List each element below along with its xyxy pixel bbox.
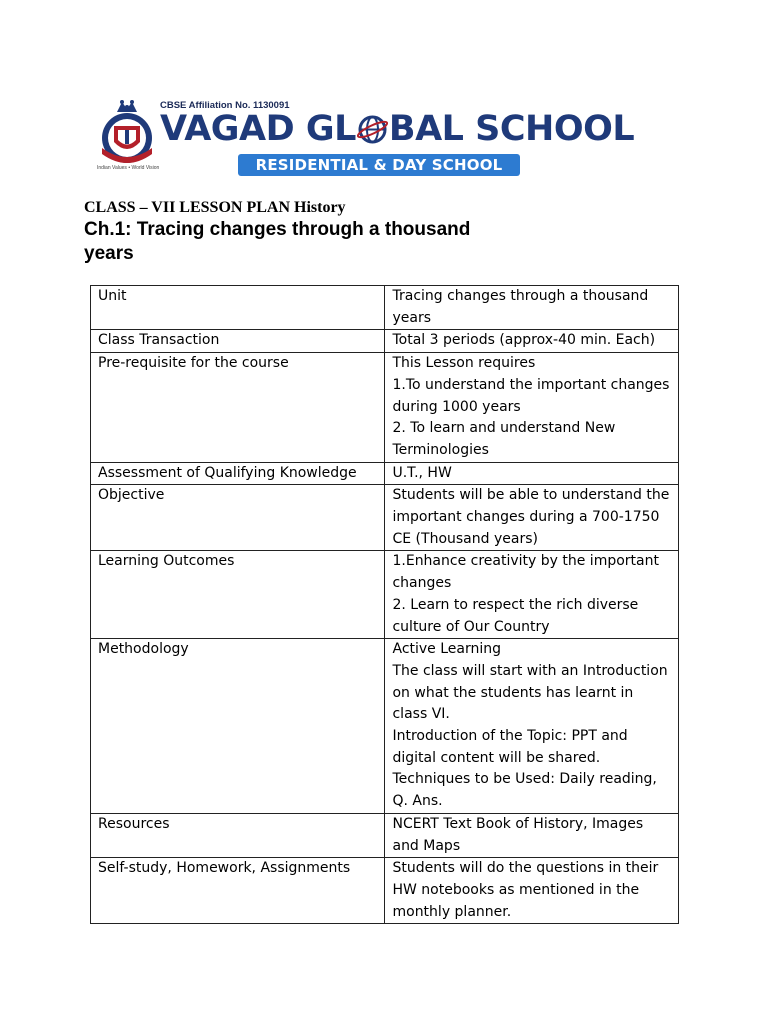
school-header	[96, 96, 676, 186]
school-subtitle-banner	[238, 154, 520, 176]
row-value	[385, 330, 679, 353]
school-name-part1: VAGAD GL	[160, 109, 356, 149]
row-value	[385, 858, 679, 924]
value-line: 1.Enhance creativity by the important changes	[392, 553, 659, 592]
affiliation-number: CBSE Affiliation No. 1130091	[160, 100, 290, 111]
table-row	[91, 551, 679, 639]
value-line: U.T., HW	[392, 464, 452, 481]
row-label: Methodology	[91, 639, 385, 814]
row-label: Pre-requisite for the course	[91, 353, 385, 463]
value-line: The class will start with an Introduction on what the students has learnt in class VI.	[392, 662, 668, 723]
value-line: 2. Learn to respect the rich diverse culture of Our Country	[392, 596, 639, 635]
row-label: Learning Outcomes	[91, 551, 385, 639]
value-line: Students will do the questions in their HW notebooks as mentioned in the monthly planner.	[392, 860, 659, 920]
table-row	[91, 353, 679, 463]
crest-motto: Indian Values • World Vision	[97, 165, 160, 171]
school-name	[160, 109, 634, 149]
value-line: Techniques to be Used: Daily reading, Q. Ans.	[392, 771, 657, 810]
chapter-title: Ch.1: Tracing changes through a thousand years	[84, 219, 471, 264]
table-row	[91, 330, 679, 353]
value-line: Tracing changes through a thousand years	[392, 288, 649, 326]
row-value	[385, 485, 679, 551]
lesson-plan-table	[90, 285, 679, 924]
row-value	[385, 353, 679, 463]
value-line: Introduction of the Topic: PPT and digital content will be shared.	[392, 728, 628, 766]
row-value	[385, 551, 679, 639]
value-line: This Lesson requires	[392, 355, 536, 372]
row-label: Self-study, Homework, Assignments	[91, 858, 385, 924]
table-row	[91, 462, 679, 485]
value-line: Students will be able to understand the important changes during a 700-1750 CE (Thousand years)	[392, 487, 670, 547]
row-label: Assessment of Qualifying Knowledge	[91, 462, 385, 485]
row-value	[385, 813, 679, 857]
class-line: CLASS – VII LESSON PLAN History	[84, 199, 346, 216]
row-value	[385, 286, 679, 330]
row-label: Objective	[91, 485, 385, 551]
row-label: Class Transaction	[91, 330, 385, 353]
table-row	[91, 858, 679, 924]
value-line: Total 3 periods (approx-40 min. Each)	[392, 332, 656, 349]
school-name-part2: BAL SCHOOL	[388, 109, 635, 149]
table-row	[91, 485, 679, 551]
value-line: Active Learning	[392, 641, 502, 658]
table-row	[91, 286, 679, 330]
globe-icon	[357, 114, 388, 145]
row-value	[385, 462, 679, 485]
lesson-plan-body	[91, 286, 679, 924]
value-line: NCERT Text Book of History, Images and Maps	[392, 815, 644, 854]
table-row	[91, 813, 679, 857]
school-subtitle: RESIDENTIAL & DAY SCHOOL	[255, 156, 503, 174]
row-label: Resources	[91, 813, 385, 857]
value-line: 2. To learn and understand New Terminologies	[392, 420, 616, 458]
row-value	[385, 639, 679, 814]
value-line: 1.To understand the important changes during 1000 years	[392, 376, 670, 415]
row-label: Unit	[91, 286, 385, 330]
table-row	[91, 639, 679, 814]
